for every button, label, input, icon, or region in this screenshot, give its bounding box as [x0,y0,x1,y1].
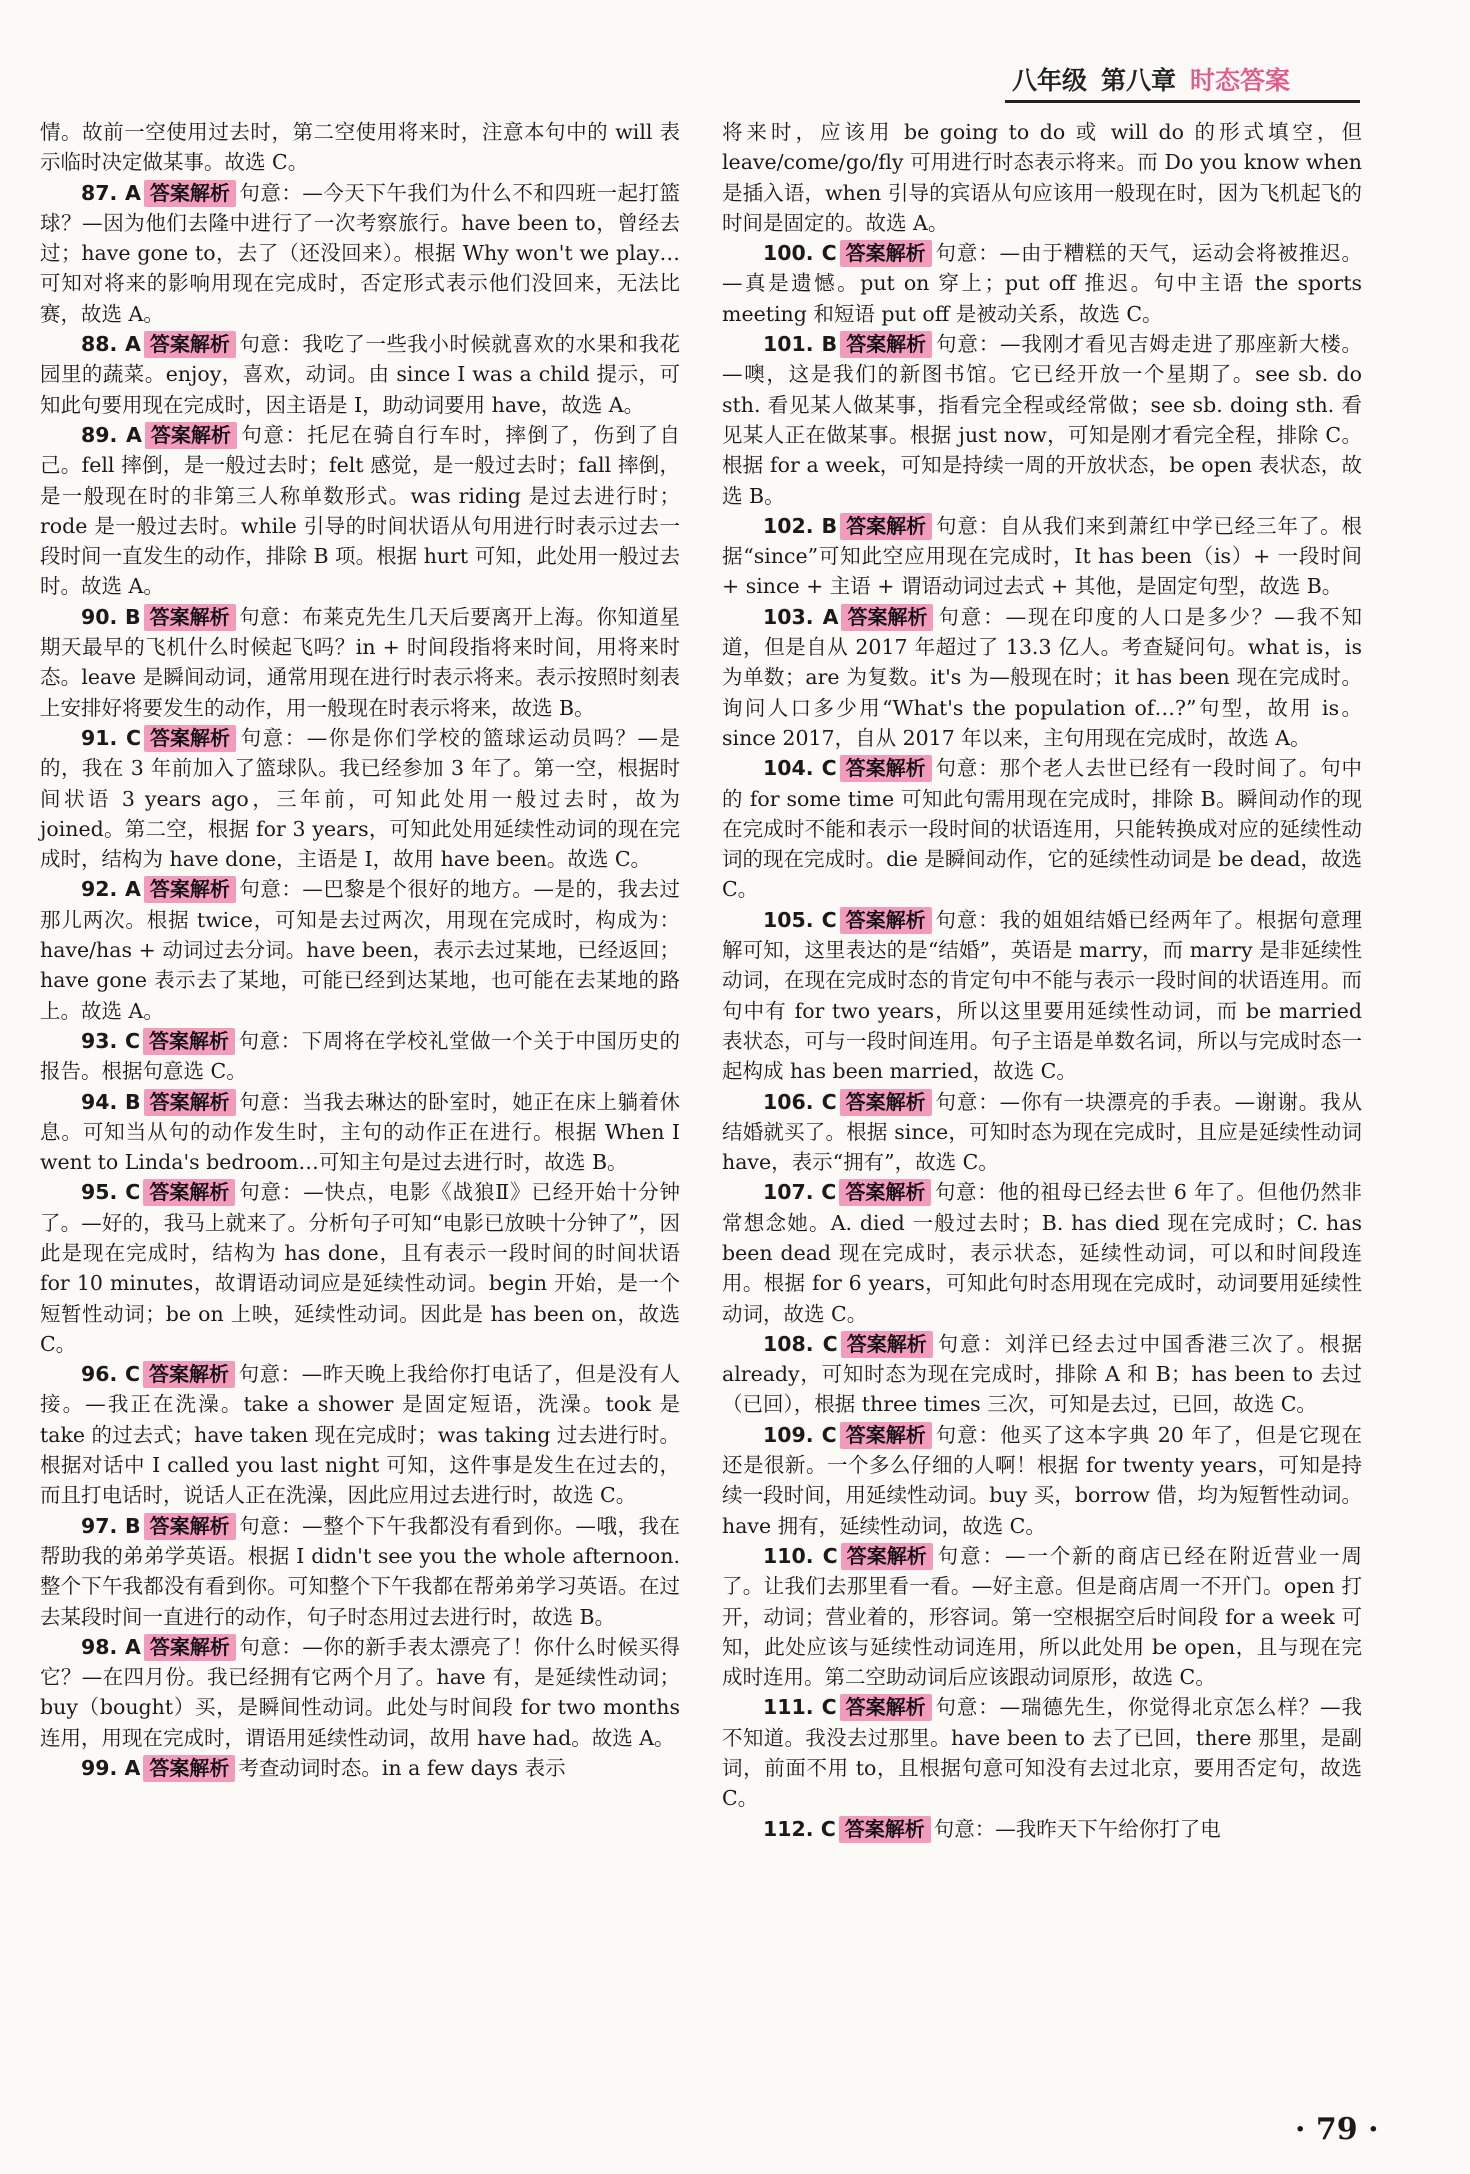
answer-entry [40,723,680,874]
answer-entry [40,1753,680,1783]
answer-number: 87. A [81,180,141,205]
answer-text: 句意：—整个下午我都没有看到你。—哦，我在帮助我的弟弟学英语。根据 I didn't see you the whole afternoon. 整个下午我都没有看到你。可知整个下午我都在帮弟弟学习英语。在过去某段时间一直进行的动作，句子时态用过去进行时，故选 B。 [40,1513,681,1629]
analysis-tag: 答案解析 [841,604,933,631]
answer-entry [722,1177,1362,1328]
analysis-tag: 答案解析 [841,1331,933,1358]
answer-text: 句意：下周将在学校礼堂做一个关于中国历史的报告。根据句意选 C。 [40,1028,681,1084]
answer-entry [722,602,1362,753]
answer-number: 100. C [763,241,837,266]
answer-number: 98. A [81,1634,141,1659]
answer-entry [722,329,1362,511]
answer-text: 句意：刘洋已经去过中国香港三次了。根据 already，可知时态为现在完成时，排除 A 和 B；has been to 去过（已回），根据 three times 三次，可知是去过，已回，故选 C。 [722,1331,1362,1417]
answer-text: 考查动词时态。in a few days 表示 [238,1756,566,1781]
page-number: · 79 · [1295,2112,1379,2147]
answer-number: 102. B [763,513,838,538]
answer-number: 104. C [763,756,837,781]
analysis-tag: 答案解析 [144,1089,236,1116]
answer-entry [722,511,1362,602]
answer-number: 106. C [763,1089,837,1114]
answer-entry [722,1541,1362,1692]
answer-number: 111. C [763,1695,837,1720]
header-rule [1005,100,1360,103]
answer-text: 句意：当我去琳达的卧室时，她正在床上躺着休息。可知当从句的动作发生时，主句的动作正在进行。根据 When I went to Linda's bedroom…可知主句是过去进行时，故选 B。 [40,1089,681,1175]
answer-number: 97. B [81,1513,141,1538]
answer-text: 句意：—你有一块漂亮的手表。—谢谢。我从结婚就买了。根据 since，可知时态为现在完成时，且应是延续性动词 have，表示“拥有”，故选 C。 [722,1089,1363,1175]
answer-text: 句意：—今天下午我们为什么不和四班一起打篮球？—因为他们去隆中进行了一次考察旅行。have been to，曾经去过；have gone to，去了（还没回来）。根据 Why won't we play…可知对将来的影响用现在完成时，否定形式表示他们没回来，无法比赛，故选 A。 [40,180,680,326]
analysis-tag: 答案解析 [143,1361,235,1388]
answer-number: 95. C [81,1180,141,1205]
answer-text: 句意：布莱克先生几天后要离开上海。你知道星期天最早的飞机什么时候起飞吗？in + 时间段指将来时间，用将来时态。leave 是瞬间动词，通常用现在进行时表示将来。表示按照时刻表上安排好将要发生的动作，用一般现在时表示将来，故选 B。 [40,604,681,720]
header-grade: 八年级 [1012,66,1088,95]
analysis-tag: 答案解析 [840,240,932,267]
answer-number: 109. C [763,1422,837,1447]
header-section: 时态答案 [1190,66,1291,95]
header-chapter: 第八章 [1101,66,1177,95]
answer-entry [40,420,680,602]
analysis-tag: 答案解析 [144,604,236,631]
answer-number: 91. C [81,725,142,750]
answer-number: 112. C [763,1816,836,1841]
answer-number: 90. B [81,604,141,629]
answer-text: 句意：他的祖母已经去世 6 年了。但他仍然非常想念她。A. died 一般过去时；B. has died 现在完成时；C. has been dead 现在完成时，表示状态，延续性动词，可以和时间段连用。根据 for 6 years，可知此句时态用现在完成时，动词要用延续性动词，故选 C。 [722,1180,1362,1326]
analysis-tag: 答案解析 [841,1543,933,1570]
answer-entry [722,1329,1362,1420]
answer-number: 92. A [81,877,141,902]
answer-number: 94. B [81,1089,141,1114]
answer-entry [40,1359,680,1510]
analysis-tag: 答案解析 [144,725,236,752]
analysis-tag: 答案解析 [144,876,236,903]
analysis-tag: 答案解析 [143,1028,235,1055]
answer-number: 110. C [763,1543,838,1568]
answer-entry [722,1692,1362,1813]
left-column [40,117,680,1783]
answer-text: 情。故前一空使用过去时，第二空使用将来时，注意本句中的 will 表示临时决定做某事。故选 C。 [40,120,680,175]
answer-entry [722,753,1362,904]
answer-text: 句意：我吃了一些我小时候就喜欢的水果和我花园里的蔬菜。enjoy，喜欢，动词。由 since I was a child 提示，可知此句要用现在完成时，因主语是 I，助动词要用 have，故选 A。 [40,332,680,417]
answer-entry [40,1177,680,1359]
running-header [1012,62,1352,96]
answer-entry [40,1632,680,1753]
analysis-tag: 答案解析 [840,1694,932,1721]
answer-continuation [722,117,1362,238]
answer-text: 句意：他买了这本字典 20 年了，但是它现在还是很新。一个多么仔细的人啊！根据 for twenty years，可知是持续一段时间，用延续性动词。buy 买，borrow 借，均为短暂性动词。have 拥有，延续性动词，故选 C。 [722,1422,1362,1538]
answer-text: 句意：—你是你们学校的篮球运动员吗？—是的，我在 3 年前加入了篮球队。我已经参加 3 年了。第一空，根据时间状语 3 years ago，三年前，可知此处用一般过去时，故为 joined。第二空，根据 for 3 years，可知此处用延续性动词的现在完成时，结构为 have done，主语是 I，故用 have been。故选 C。 [40,725,680,872]
answer-number: 108. C [763,1331,838,1356]
answer-text: 句意：—昨天晚上我给你打电话了，但是没有人接。—我正在洗澡。take a shower 是固定短语，洗澡。took 是 take 的过去式；have taken 现在完成时；was taking 过去进行时。根据对话中 I called you last night 可知，这件事是发生在过去的，而且打电话时，说话人正在洗澡，因此应用过去进行时，故选 C。 [40,1362,681,1508]
answer-number: 101. B [763,332,838,357]
answer-number: 93. C [81,1028,141,1053]
answer-text: 句意：我的姐姐结婚已经两年了。根据句意理解可知，这里表达的是“结婚”，英语是 marry，而 marry 是非延续性动词，在现在完成时态的肯定句中不能与表示一段时间的状语连用。而句中有 for two years，所以这里要用延续性动词，而 be married 表状态，可与一段时间连用。句子主语是单数名词，所以与完成时态一起构成 has been married，故选 C。 [722,907,1363,1084]
answer-number: 107. C [763,1180,837,1205]
analysis-tag: 答案解析 [840,1089,932,1116]
analysis-tag: 答案解析 [145,422,237,449]
answer-text: 句意：—一个新的商店已经在附近营业一周了。让我们去那里看一看。—好主意。但是商店周一不开门。open 打开，动词；营业着的，形容词。第一空根据空后时间段 for a week 可知，此处应该与延续性动词连用，所以此处用 be open，且与现在完成时连用。第二空助动词后应该跟动词原形，故选 C。 [722,1543,1362,1690]
answer-number: 89. A [81,422,142,447]
answer-entry [722,905,1362,1087]
answer-number: 105. C [763,907,837,932]
analysis-tag: 答案解析 [840,513,932,540]
answer-text: 句意：—我昨天下午给你打了电 [933,1816,1221,1841]
answer-text: 句意：托尼在骑自行车时，摔倒了，伤到了自己。fell 摔倒，是一般过去时；felt 感觉，是一般过去时；fall 摔倒，是一般现在时的非第三人称单数形式。was riding 是过去进行时；rode 是一般过去时。while 引导的时间状语从句用进行时表示过去一段时间一直发生的动作，排除 B 项。根据 hurt 可知，此处用一般过去时。故选 A。 [40,422,680,599]
analysis-tag: 答案解析 [144,331,236,358]
answer-text: 句意：自从我们来到萧红中学已经三年了。根据“since”可知此空应用现在完成时，It has been（is）+ 一段时间 + since + 主语 + 谓语动词过去式 + 其他，是固定句型，故选 B。 [722,513,1363,599]
analysis-tag: 答案解析 [143,1179,235,1206]
answer-entry [722,1420,1362,1541]
answer-number: 103. A [763,604,839,629]
analysis-tag: 答案解析 [144,1513,236,1540]
answer-text: 句意：那个老人去世已经有一段时间了。句中的 for some time 可知此句需用现在完成时，排除 B。瞬间动作的现在完成时不能和表示一段时间的状语连用，只能转换成对应的延续性动词的现在完成时。die 是瞬间动作，它的延续性动词是 be dead，故选 C。 [722,756,1363,902]
answer-entry [40,1511,680,1632]
answer-text: 句意：—现在印度的人口是多少？—我不知道，但是自从 2017 年超过了 13.3 亿人。考查疑问句。what is，is 为单数；are 为复数。it's 为—般现在时；it has been 现在完成时。询问人口多少用“What's the population of…?”句型，故用 is。since 2017，自从 2017 年以来，主句用现在完成时，故选 A。 [722,604,1362,750]
analysis-tag: 答案解析 [143,1755,235,1782]
answer-text: 将来时，应该用 be going to do 或 will do 的形式填空，但 leave/come/go/fly 可用进行时态表示将来。而 Do you know when 是插入语，when 引导的宾语从句应该用一般现在时，因为飞机起飞的时间是固定的。故选 A。 [722,120,1362,235]
answer-text: 句意：—巴黎是个很好的地方。—是的，我去过那儿两次。根据 twice，可知是去过两次，用现在完成时，构成为：have/has + 动词过去分词。have been，表示去过某地，已经返回；have gone 表示去了某地，可能已经到达某地，也可能在去某地的路上。故选 A。 [40,877,680,1023]
analysis-tag: 答案解析 [144,1634,236,1661]
answer-text: 句意：—由于糟糕的天气，运动会将被推迟。—真是遗憾。put on 穿上；put off 推迟。句中主语 the sports meeting 和短语 put off 是被动关系，故选 C。 [722,241,1363,326]
answer-text: 句意：—快点，电影《战狼Ⅱ》已经开始十分钟了。—好的，我马上就来了。分析句子可知“电影已放映十分钟了”，因此是现在完成时，结构为 has done，且有表示一段时间的时间状语 for 10 minutes，故谓语动词应是延续性动词。begin 开始，是一个短暂性动词；be on 上映，延续性动词。因此是 has been on，故选 C。 [40,1180,680,1356]
answer-entry [40,602,680,723]
analysis-tag: 答案解析 [840,907,932,934]
answer-entry [40,1087,680,1178]
answer-continuation [40,117,680,178]
answer-number: 96. C [81,1362,141,1387]
answer-entry [722,238,1362,329]
answer-entry [40,329,680,420]
answer-text: 句意：—瑞德先生，你觉得北京怎么样？—我不知道。我没去过那里。have been to 去了已回，there 那里，是副词，前面不用 to，且根据句意可知没有去过北京，要用否定句，故选 C。 [722,1695,1363,1811]
answer-text: 句意：—我刚才看见吉姆走进了那座新大楼。—噢，这是我们的新图书馆。它已经开放一个星期了。see sb. do sth. 看见某人做某事，指看完全程或经常做；see sb. doing sth. 看见某人正在做某事。根据 just now，可知是刚才看完全程，排除 C。根据 for a week，可知是持续一周的开放状态，be open 表状态，故选 B。 [722,332,1363,508]
answer-entry [40,178,680,329]
answer-entry [40,1026,680,1087]
answer-entry [40,874,680,1025]
analysis-tag: 答案解析 [840,331,932,358]
answer-entry [722,1087,1362,1178]
analysis-tag: 答案解析 [839,1179,931,1206]
right-column [722,117,1362,1844]
answer-text: 句意：—你的新手表太漂亮了！你什么时候买得它？—在四月份。我已经拥有它两个月了。have 有，是延续性动词；buy（bought）买，是瞬间性动词。此处与时间段 for two months 连用，用现在完成时，谓语用延续性动词，故用 have had。故选 A。 [40,1634,680,1750]
answer-number: 88. A [81,332,141,357]
answer-entry [722,1814,1362,1844]
answer-number: 99. A [81,1756,141,1781]
analysis-tag: 答案解析 [144,180,236,207]
analysis-tag: 答案解析 [840,1422,932,1449]
analysis-tag: 答案解析 [840,755,932,782]
analysis-tag: 答案解析 [839,1816,931,1843]
